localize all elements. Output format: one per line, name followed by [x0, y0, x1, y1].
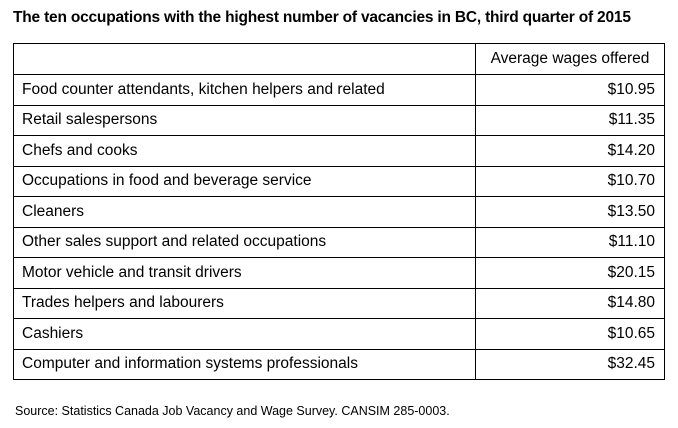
wage-cell: $10.70 — [476, 166, 665, 197]
wage-cell: $14.20 — [476, 136, 665, 167]
wage-cell: $13.50 — [476, 197, 665, 228]
table-row — [14, 319, 665, 350]
wage-cell: $10.95 — [476, 75, 665, 106]
table-header-row — [14, 44, 665, 75]
occupation-cell: Other sales support and related occupations — [14, 227, 476, 258]
occupation-cell: Trades helpers and labourers — [14, 288, 476, 319]
wage-cell: $14.80 — [476, 288, 665, 319]
table-row — [14, 166, 665, 197]
table-row — [14, 227, 665, 258]
occupation-cell: Motor vehicle and transit drivers — [14, 258, 476, 289]
wage-cell: $10.65 — [476, 319, 665, 350]
wage-cell: $11.10 — [476, 227, 665, 258]
header-average-wages: Average wages offered — [476, 44, 665, 75]
source-note: Source: Statistics Canada Job Vacancy and Wage Survey. CANSIM 285-0003. — [15, 404, 450, 418]
wage-cell: $32.45 — [476, 349, 665, 380]
occupation-cell: Chefs and cooks — [14, 136, 476, 167]
table-row — [14, 258, 665, 289]
table-title: The ten occupations with the highest number of vacancies in BC, third quarter of 2015 — [13, 9, 631, 26]
table-row — [14, 197, 665, 228]
header-occupation — [14, 44, 476, 75]
occupation-cell: Food counter attendants, kitchen helpers and related — [14, 75, 476, 106]
table-row — [14, 288, 665, 319]
table-row — [14, 136, 665, 167]
wage-cell: $11.35 — [476, 105, 665, 136]
table-row — [14, 349, 665, 380]
occupation-cell: Cleaners — [14, 197, 476, 228]
occupation-cell: Retail salespersons — [14, 105, 476, 136]
vacancies-table — [13, 43, 665, 380]
table-row — [14, 75, 665, 106]
occupation-cell: Computer and information systems professionals — [14, 349, 476, 380]
occupation-cell: Cashiers — [14, 319, 476, 350]
wage-cell: $20.15 — [476, 258, 665, 289]
table-row — [14, 105, 665, 136]
occupation-cell: Occupations in food and beverage service — [14, 166, 476, 197]
